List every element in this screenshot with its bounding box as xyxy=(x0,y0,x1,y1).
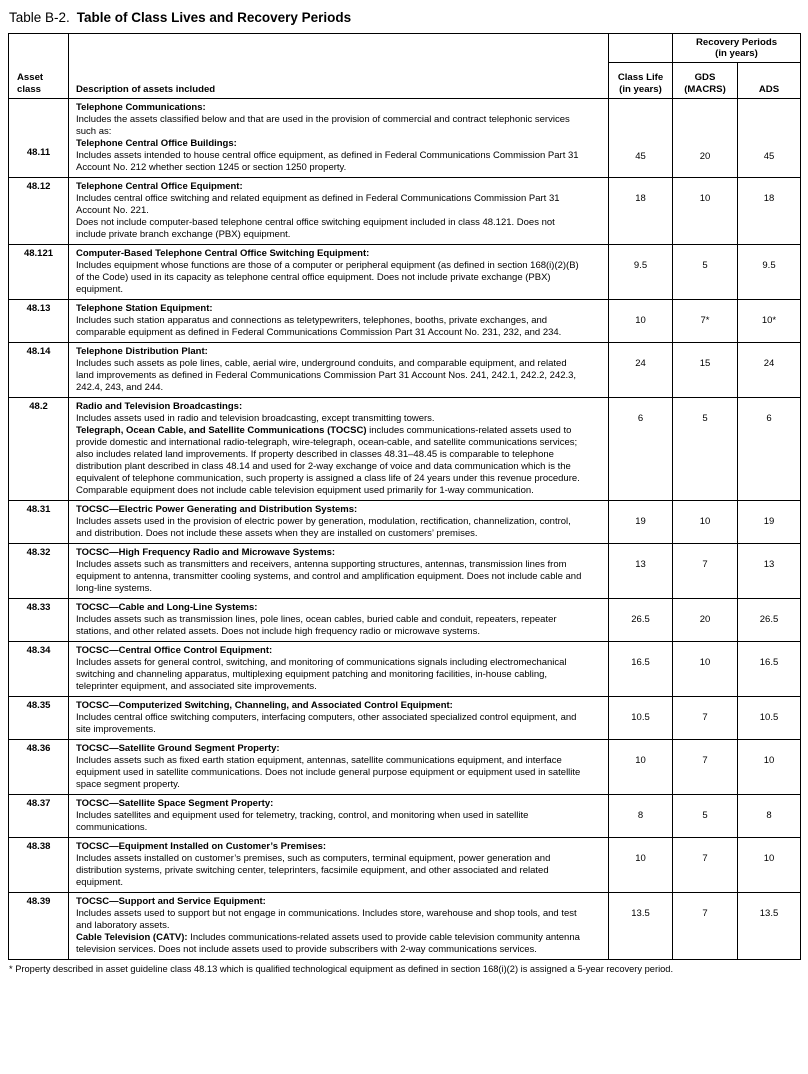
description-text xyxy=(76,645,582,693)
ads-cell-value: 10 xyxy=(763,853,775,864)
asset-class-number: 48.35 xyxy=(26,700,51,711)
gds-cell xyxy=(673,740,738,795)
class-life-cell xyxy=(609,245,673,300)
description-segment: Includes assets used in the provision of electric power by generation, modulation, rectification, channelization, control, and distribution. Does not include these assets when they are installed on customers’ premises. xyxy=(76,516,571,539)
gds-cell-value: 5 xyxy=(702,260,708,271)
description-text xyxy=(76,401,582,497)
asset-class-number: 48.32 xyxy=(26,547,51,558)
class-life-cell-value: 26.5 xyxy=(631,614,650,625)
class-life-cell-value: 18 xyxy=(635,193,646,204)
gds-cell-value: 7 xyxy=(702,712,708,723)
ads-cell xyxy=(738,300,801,343)
gds-cell-value: 7 xyxy=(702,908,708,919)
description-cell xyxy=(69,99,609,178)
asset-class-number: 48.2 xyxy=(29,401,48,412)
description-paragraph xyxy=(76,645,582,657)
class-life-cell-value: 10 xyxy=(635,755,646,766)
class-life-cell-value: 45 xyxy=(635,151,646,162)
asset-class-number: 48.33 xyxy=(26,602,51,613)
description-text xyxy=(76,248,582,296)
description-segment: includes communications-related assets used to provide domestic and international radio-telegraph, wire-telegraph, ocean-cable, and satellite communications services; also includes related land improvements. If property described in classes 48.31–48.45 is comparable to telephone distribution plant described in class 48.14 and used for 2-way exchange of voice and data communication which is the equivalent of telephone communication, such property is assigned a class life of 24 years under this revenue procedure. Comparable equipment does not include cable television equipment used primarily for 1-way communication. xyxy=(76,425,580,496)
description-segment: Includes communications-related assets used to provide cable television community antenna television services. Does not include assets used to provide subscribers with 2-way communications services. xyxy=(76,932,580,955)
description-bold-segment: Telephone Central Office Buildings: xyxy=(76,138,237,149)
header-class-life-line2: (in years) xyxy=(619,83,662,95)
header-asset-line2: class xyxy=(17,83,42,95)
header-class-life-line1: Class Life xyxy=(617,72,664,83)
gds-cell xyxy=(673,795,738,838)
ads-cell xyxy=(738,501,801,544)
ads-cell xyxy=(738,245,801,300)
ads-cell xyxy=(738,795,801,838)
class-life-cell-value: 13 xyxy=(635,559,646,570)
table-header xyxy=(9,34,801,99)
description-bold-segment: TOCSC—High Frequency Radio and Microwave Systems: xyxy=(76,547,336,558)
gds-cell-value: 10 xyxy=(699,657,711,668)
description-text xyxy=(76,346,582,394)
asset-class-cell xyxy=(9,740,69,795)
description-paragraph xyxy=(76,217,582,241)
description-text xyxy=(76,700,582,736)
description-paragraph xyxy=(76,303,582,315)
asset-class-number: 48.121 xyxy=(23,248,54,259)
description-segment: Includes assets such as transmitters and receivers, antenna supporting structures, antennas, transmission lines from equipment to antenna, transmitter cooling systems, and control and amplification equipment. Does not include cable and long-line systems. xyxy=(76,559,582,594)
asset-class-number: 48.39 xyxy=(26,896,51,907)
asset-class-cell xyxy=(9,343,69,398)
ads-cell-value: 10* xyxy=(761,315,777,326)
description-cell xyxy=(69,398,609,501)
ads-cell xyxy=(738,697,801,740)
description-bold-segment: Computer-Based Telephone Central Office Switching Equipment: xyxy=(76,248,370,259)
description-bold-segment: TOCSC—Satellite Space Segment Property: xyxy=(76,798,274,809)
gds-cell-value: 5 xyxy=(702,810,708,821)
description-paragraph xyxy=(76,193,582,217)
asset-class-number: 48.31 xyxy=(26,504,51,515)
gds-cell xyxy=(673,178,738,245)
ads-cell-value: 10 xyxy=(763,755,775,766)
gds-cell-value: 20 xyxy=(699,614,711,625)
asset-class-number: 48.38 xyxy=(26,841,51,852)
asset-class-number: 48.13 xyxy=(26,303,51,314)
description-paragraph xyxy=(76,401,582,413)
description-paragraph xyxy=(76,425,582,497)
description-segment: Includes central office switching and related equipment as defined in Federal Communications Commission Part 31 Account No. 221. xyxy=(76,193,560,216)
description-cell xyxy=(69,642,609,697)
header-asset-line1: Asset xyxy=(17,72,44,83)
ads-cell-value: 45 xyxy=(763,151,775,162)
gds-cell-value: 15 xyxy=(699,358,711,369)
asset-class-cell xyxy=(9,398,69,501)
gds-cell-value: 7 xyxy=(702,559,708,570)
class-life-cell-value: 13.5 xyxy=(631,908,650,919)
gds-cell xyxy=(673,245,738,300)
description-bold-segment: TOCSC—Satellite Ground Segment Property: xyxy=(76,743,280,754)
header-ads: ADS xyxy=(738,63,801,99)
class-life-cell xyxy=(609,178,673,245)
description-paragraph xyxy=(76,908,582,932)
header-gds-line2: (MACRS) xyxy=(684,83,726,95)
ads-cell xyxy=(738,99,801,178)
header-recovery-line2: (in years) xyxy=(715,48,758,59)
description-cell xyxy=(69,893,609,960)
gds-cell-value: 10 xyxy=(699,516,711,527)
ads-cell xyxy=(738,343,801,398)
asset-class-number: 48.34 xyxy=(26,645,51,656)
class-life-cell-value: 9.5 xyxy=(633,260,648,271)
header-gds-line1: GDS xyxy=(694,72,716,83)
class-life-cell xyxy=(609,343,673,398)
table-row xyxy=(9,343,801,398)
description-cell xyxy=(69,501,609,544)
asset-class-number: 48.36 xyxy=(26,743,51,754)
description-paragraph xyxy=(76,559,582,595)
description-paragraph xyxy=(76,841,582,853)
class-life-cell xyxy=(609,642,673,697)
header-recovery-periods xyxy=(673,34,801,63)
description-text xyxy=(76,102,582,174)
table-row xyxy=(9,300,801,343)
ads-cell-value: 18 xyxy=(763,193,775,204)
description-paragraph xyxy=(76,712,582,736)
description-bold-segment: Telephone Communications: xyxy=(76,102,206,113)
ads-cell xyxy=(738,398,801,501)
description-paragraph xyxy=(76,932,582,956)
description-paragraph xyxy=(76,602,582,614)
description-bold-segment: TOCSC—Support and Service Equipment: xyxy=(76,896,266,907)
description-paragraph xyxy=(76,743,582,755)
table-row xyxy=(9,599,801,642)
description-paragraph xyxy=(76,260,582,296)
description-paragraph xyxy=(76,798,582,810)
description-cell xyxy=(69,245,609,300)
asset-class-cell xyxy=(9,642,69,697)
description-text xyxy=(76,841,582,889)
description-paragraph xyxy=(76,547,582,559)
class-life-cell xyxy=(609,300,673,343)
description-bold-segment: Telephone Distribution Plant: xyxy=(76,346,208,357)
asset-class-cell xyxy=(9,300,69,343)
description-bold-segment: Cable Television (CATV): xyxy=(76,932,188,943)
ads-cell-value: 13.5 xyxy=(759,908,779,919)
asset-class-cell xyxy=(9,245,69,300)
description-cell xyxy=(69,599,609,642)
description-paragraph xyxy=(76,181,582,193)
description-segment: Includes equipment whose functions are those of a computer or peripheral equipment (as defined in section 168(i)(2)(B) of the Code) used in its capacity as telephone central office equipment. Does not include private exchange (PBX) equipment. xyxy=(76,260,579,295)
description-segment: Includes assets intended to house central office equipment, as defined in Federal Communications Commission Part 31 Account No. 212 whether section 1245 or section 1250 property. xyxy=(76,150,579,173)
description-segment: Includes central office switching computers, interfacing computers, other associated specialized control equipment, and site improvements. xyxy=(76,712,577,735)
table-row xyxy=(9,697,801,740)
ads-cell-value: 19 xyxy=(763,516,775,527)
description-cell xyxy=(69,795,609,838)
ads-cell xyxy=(738,893,801,960)
gds-cell-value: 7 xyxy=(702,755,708,766)
description-text xyxy=(76,547,582,595)
ads-cell-value: 8 xyxy=(766,810,772,821)
description-segment: Includes assets such as fixed earth station equipment, antennas, satellite communications equipment, and interface equipment used in satellite communications. Does not include general purpose equipment or equipment used in satellite space segment property. xyxy=(76,755,581,790)
description-paragraph xyxy=(76,413,582,425)
description-text xyxy=(76,504,582,540)
description-segment: Includes assets used to support but not engage in communications. Includes store, warehouse and shop tools, and test and laboratory assets. xyxy=(76,908,577,931)
description-paragraph xyxy=(76,657,582,693)
description-segment: Includes such station apparatus and connections as teletypewriters, telephones, booths, private exchanges, and comparable equipment as defined in Federal Communications Commission Part 31 Account No. 231, 232, and 234. xyxy=(76,315,562,338)
class-lives-table xyxy=(8,33,801,960)
asset-class-cell xyxy=(9,544,69,599)
description-paragraph xyxy=(76,504,582,516)
ads-cell-value: 16.5 xyxy=(759,657,779,668)
description-text xyxy=(76,896,582,956)
description-text xyxy=(76,798,582,834)
description-text xyxy=(76,303,582,339)
description-cell xyxy=(69,343,609,398)
description-bold-segment: Radio and Television Broadcastings: xyxy=(76,401,243,412)
description-segment: Includes satellites and equipment used for telemetry, tracking, control, and monitoring when used in satellite communications. xyxy=(76,810,529,833)
description-cell xyxy=(69,544,609,599)
table-number-label: Table B-2. xyxy=(9,10,70,25)
table-row xyxy=(9,893,801,960)
description-bold-segment: Telegraph, Ocean Cable, and Satellite Communications (TOCSC) xyxy=(76,425,367,436)
header-asset-class xyxy=(9,34,69,99)
description-paragraph xyxy=(76,755,582,791)
ads-cell xyxy=(738,544,801,599)
class-life-cell xyxy=(609,893,673,960)
table-title-text: Table of Class Lives and Recovery Periods xyxy=(76,10,352,25)
description-cell xyxy=(69,838,609,893)
gds-cell-value: 10 xyxy=(699,193,711,204)
gds-cell xyxy=(673,398,738,501)
asset-class-cell xyxy=(9,697,69,740)
table-row xyxy=(9,642,801,697)
description-cell xyxy=(69,178,609,245)
header-spacer-cell xyxy=(609,34,673,63)
header-gds-macrs xyxy=(673,63,738,99)
table-row xyxy=(9,178,801,245)
gds-cell xyxy=(673,300,738,343)
header-class-life xyxy=(609,63,673,99)
class-life-cell xyxy=(609,501,673,544)
page-title xyxy=(9,10,800,25)
description-text xyxy=(76,602,582,638)
description-paragraph xyxy=(76,315,582,339)
description-bold-segment: Telephone Central Office Equipment: xyxy=(76,181,243,192)
gds-cell xyxy=(673,544,738,599)
description-paragraph xyxy=(76,114,582,138)
table-row xyxy=(9,501,801,544)
asset-class-cell xyxy=(9,99,69,178)
description-paragraph xyxy=(76,102,582,114)
ads-cell xyxy=(738,642,801,697)
gds-cell xyxy=(673,838,738,893)
description-paragraph xyxy=(76,853,582,889)
description-paragraph xyxy=(76,516,582,540)
ads-cell xyxy=(738,599,801,642)
class-life-cell-value: 10 xyxy=(635,315,646,326)
table-row xyxy=(9,544,801,599)
asset-class-number: 48.14 xyxy=(26,346,51,357)
gds-cell-value: 7* xyxy=(700,315,710,326)
description-segment: Does not include computer-based telephone central office switching equipment included in class 48.121. Does not include private branch exchange (PBX) equipment. xyxy=(76,217,555,240)
class-life-cell-value: 10.5 xyxy=(631,712,650,723)
gds-cell xyxy=(673,343,738,398)
description-paragraph xyxy=(76,896,582,908)
class-life-cell xyxy=(609,838,673,893)
description-paragraph xyxy=(76,358,582,394)
header-description: Description of assets included xyxy=(69,34,609,99)
class-life-cell xyxy=(609,697,673,740)
ads-cell xyxy=(738,838,801,893)
ads-cell xyxy=(738,178,801,245)
description-cell xyxy=(69,740,609,795)
ads-cell-value: 10.5 xyxy=(759,712,779,723)
asset-class-cell xyxy=(9,893,69,960)
description-paragraph xyxy=(76,700,582,712)
asset-class-number: 48.12 xyxy=(26,181,51,192)
description-paragraph xyxy=(76,138,582,150)
class-life-cell xyxy=(609,740,673,795)
description-text xyxy=(76,181,582,241)
class-life-cell-value: 8 xyxy=(637,810,644,821)
gds-cell-value: 20 xyxy=(699,151,711,162)
table-row xyxy=(9,795,801,838)
asset-class-cell xyxy=(9,599,69,642)
ads-cell xyxy=(738,740,801,795)
ads-cell-value: 9.5 xyxy=(762,260,776,271)
asset-class-number: 48.37 xyxy=(26,798,51,809)
asset-class-cell xyxy=(9,795,69,838)
description-bold-segment: TOCSC—Cable and Long-Line Systems: xyxy=(76,602,258,613)
gds-cell xyxy=(673,599,738,642)
gds-cell xyxy=(673,893,738,960)
gds-cell xyxy=(673,501,738,544)
description-paragraph xyxy=(76,346,582,358)
description-paragraph xyxy=(76,150,582,174)
description-segment: Includes the assets classified below and that are used in the provision of commercial and contract telephonic services such as: xyxy=(76,114,570,137)
table-body xyxy=(9,99,801,960)
description-segment: Includes assets such as transmission lines, pole lines, ocean cables, buried cable and conduit, repeaters, repeater stations, and other related assets. Does not include high frequency radio or microwave systems. xyxy=(76,614,557,637)
gds-cell xyxy=(673,99,738,178)
footnote: * Property described in asset guideline class 48.13 which is qualified technological equipment as defined in section 168(i)(2) is assigned a 5-year recovery period. xyxy=(9,964,674,974)
ads-cell-value: 26.5 xyxy=(759,614,779,625)
description-bold-segment: Telephone Station Equipment: xyxy=(76,303,213,314)
description-paragraph xyxy=(76,248,582,260)
description-cell xyxy=(69,697,609,740)
table-row xyxy=(9,398,801,501)
description-bold-segment: TOCSC—Computerized Switching, Channeling, and Associated Control Equipment: xyxy=(76,700,453,711)
description-cell xyxy=(69,300,609,343)
gds-cell xyxy=(673,697,738,740)
class-life-cell xyxy=(609,99,673,178)
ads-cell-value: 13 xyxy=(763,559,775,570)
description-bold-segment: TOCSC—Equipment Installed on Customer’s Premises: xyxy=(76,841,327,852)
description-bold-segment: TOCSC—Electric Power Generating and Distribution Systems: xyxy=(76,504,358,515)
class-life-cell xyxy=(609,795,673,838)
table-row xyxy=(9,740,801,795)
gds-cell-value: 7 xyxy=(702,853,708,864)
asset-class-cell xyxy=(9,178,69,245)
class-life-cell xyxy=(609,544,673,599)
description-text xyxy=(76,743,582,791)
class-life-cell-value: 6 xyxy=(637,413,644,424)
table-row xyxy=(9,245,801,300)
class-life-cell xyxy=(609,599,673,642)
gds-cell-value: 5 xyxy=(702,413,708,424)
header-recovery-line1: Recovery Periods xyxy=(695,36,778,48)
description-segment: Includes such assets as pole lines, cable, aerial wire, underground conduits, and comparable equipment, and related land improvements as defined in Federal Communications Commission Part 31 Account Nos. 241, 242.1, 242.2, 242.3, 242.4, 243, and 244. xyxy=(76,358,577,393)
class-life-cell xyxy=(609,398,673,501)
asset-class-cell xyxy=(9,838,69,893)
description-paragraph xyxy=(76,614,582,638)
description-segment: Includes assets used in radio and television broadcasting, except transmitting towers. xyxy=(76,413,435,424)
class-life-cell-value: 19 xyxy=(635,516,646,527)
table-row xyxy=(9,838,801,893)
table-row xyxy=(9,99,801,178)
asset-class-number: 48.11 xyxy=(26,147,51,158)
class-life-cell-value: 16.5 xyxy=(631,657,650,668)
class-life-cell-value: 24 xyxy=(635,358,646,369)
ads-cell-value: 6 xyxy=(766,413,772,424)
description-paragraph xyxy=(76,810,582,834)
asset-class-cell xyxy=(9,501,69,544)
description-segment: Includes assets for general control, switching, and monitoring of communications signals including electromechanical switching and channeling apparatus, multiplexing equipment patching and monitoring facilities, in-house cabling, teleprinter equipment, and associated site improvements. xyxy=(76,657,567,692)
gds-cell xyxy=(673,642,738,697)
description-segment: Includes assets installed on customer’s premises, such as computers, terminal equipment, power generation and distribution systems, private switching center, teleprinters, facsimile equipment, and other associated and related equipment. xyxy=(76,853,551,888)
description-bold-segment: TOCSC—Central Office Control Equipment: xyxy=(76,645,273,656)
class-life-cell-value: 10 xyxy=(635,853,646,864)
ads-cell-value: 24 xyxy=(763,358,775,369)
